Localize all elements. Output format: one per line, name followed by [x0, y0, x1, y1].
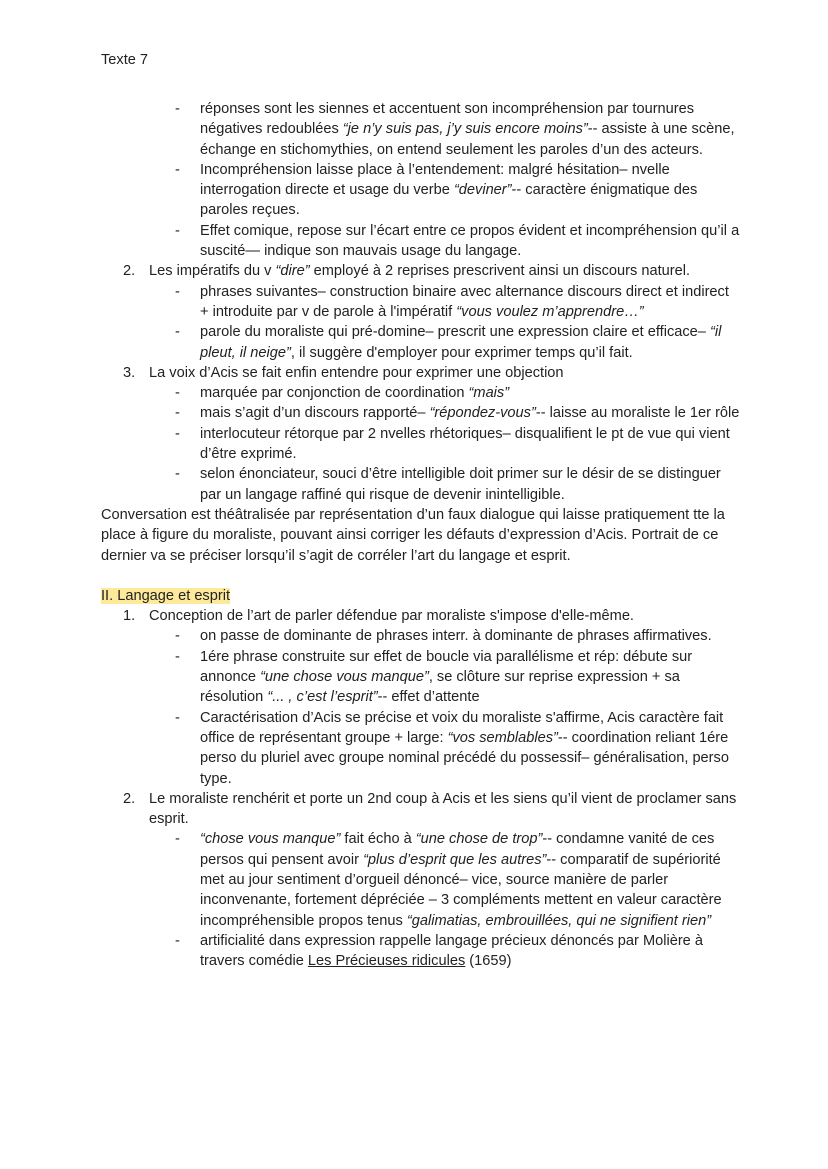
- text-run: employé à 2 reprises prescrivent ainsi un discours naturel.: [309, 263, 691, 280]
- text-run: -- comparatif de supériorité met au jour sentiment d’orgueil dénoncé– vice, source manière de parler inconvenante, fortement dépréciée – 3 compléments mettent en valeur caractère incompréhensible propos tenus: [200, 851, 722, 929]
- text-run: réponses sont les siennes et accentuent son incompréhension par tournures négatives redoublées: [200, 101, 695, 138]
- text-run: (1659): [465, 953, 512, 970]
- bullet-dash: -: [175, 628, 180, 645]
- paragraph: [101, 505, 741, 566]
- bullet-dash: -: [175, 648, 180, 665]
- text-run: Conception de l’art de parler défendue par moraliste s'impose d'elle-même.: [149, 608, 634, 625]
- document-header: [101, 50, 148, 70]
- bullet-item: [101, 424, 741, 465]
- section-heading: [101, 586, 741, 606]
- bullet-item: [101, 708, 741, 789]
- bullet-dash: -: [175, 709, 180, 726]
- text-run: phrases suivantes– construction binaire avec alternance discours direct et indirect + introduite par v de parole à l'impératif: [200, 283, 729, 320]
- quoted-text: “répondez-vous”: [429, 405, 536, 422]
- text-run: Incompréhension laisse place à l’entendement: malgré hésitation– nvelle interrogation directe et usage du verbe: [200, 161, 670, 199]
- spacer: [101, 566, 741, 586]
- text-run: Effet comique, repose sur l’écart entre ce propos évident et incompréhension qu’il a suscité— indique son mauvais usage du langage.: [200, 222, 740, 260]
- text-run: fait écho à: [340, 831, 416, 848]
- text-run: -- laisse au moraliste le 1er rôle: [535, 405, 740, 422]
- numbered-item: [101, 363, 741, 383]
- text-run: La voix d’Acis se fait enfin entendre pour exprimer une objection: [149, 364, 564, 381]
- bullet-item: [101, 282, 741, 323]
- bullet-dash: -: [175, 101, 180, 117]
- bullet-item: [101, 99, 741, 160]
- numbered-item: [101, 606, 741, 626]
- bullet-item: [101, 221, 741, 262]
- bullet-item: [101, 829, 741, 930]
- text-run: 1ére phrase construite sur effet de boucle via parallélisme et rép: débute sur annonce: [200, 648, 693, 686]
- item-number: 1.: [123, 608, 136, 625]
- quoted-text: “plus d’esprit que les autres”: [363, 851, 547, 868]
- text-run: -- condamne vanité de ces persos qui pensent avoir: [200, 831, 715, 868]
- text-run: selon énonciateur, souci d’être intelligible doit primer sur le désir de se distinguer par un langage raffiné qui risque de devenir inintelligible.: [200, 466, 721, 503]
- bullet-item: [101, 403, 741, 423]
- text-run: Les impératifs du v: [149, 263, 276, 280]
- bullet-item: [101, 464, 741, 505]
- text-run: -- assiste à une scène, échange en stichomythies, on entend seulement les paroles d’un des acteurs.: [200, 121, 735, 158]
- text-run: marquée par conjonction de coordination: [200, 385, 469, 402]
- item-number: 2.: [123, 263, 136, 280]
- bullet-dash: -: [175, 831, 180, 848]
- bullet-dash: -: [175, 932, 180, 949]
- item-number: 2.: [123, 790, 136, 807]
- quoted-text: “mais”: [468, 385, 510, 402]
- bullet-dash: -: [175, 405, 180, 422]
- text-run: -- effet d’attente: [377, 689, 480, 706]
- text-run: -- coordination reliant 1ére perso du pluriel avec groupe nominal précédé du possessif– généralisation, perso type.: [200, 729, 729, 787]
- quoted-text: “une chose de trop”: [415, 831, 543, 848]
- text-run: artificialité dans expression rappelle langage précieux dénoncés par Molière à travers comédie: [200, 932, 703, 970]
- quoted-text: “vous voulez m’apprendre…”: [456, 303, 644, 320]
- quoted-text: “galimatias, embrouillées, qui ne signifient rien”: [406, 912, 712, 929]
- numbered-item: [101, 789, 741, 830]
- bullet-dash: -: [175, 425, 180, 442]
- quoted-text: “je n’y suis pas, j’y suis encore moins”: [342, 121, 588, 138]
- bullet-item: [101, 160, 741, 221]
- numbered-item: [101, 261, 741, 281]
- text-run: II. Langage et esprit: [101, 587, 230, 604]
- quoted-text: “une chose vous manque”: [260, 669, 429, 686]
- bullet-item: [101, 626, 741, 646]
- quoted-text: “chose vous manque”: [200, 831, 341, 848]
- text-run: Caractérisation d’Acis se précise et voix du moraliste s'affirme, Acis caractère fait office de représentant groupe + large:: [200, 709, 724, 746]
- bullet-item: [101, 647, 741, 708]
- item-number: 3.: [123, 364, 136, 381]
- quoted-text: “deviner”: [453, 182, 512, 199]
- quoted-text: “il pleut, il neige”: [200, 324, 722, 361]
- quoted-text: “vos semblables”: [447, 729, 558, 746]
- quoted-text: “dire”: [275, 263, 310, 280]
- bullet-dash: -: [175, 161, 180, 178]
- text-run: , il suggère d'employer pour exprimer temps qu’il fait.: [290, 344, 633, 361]
- text-run: Le moraliste renchérit et porte un 2nd coup à Acis et les siens qu’il vient de proclamer sans esprit.: [149, 790, 737, 828]
- text-run: on passe de dominante de phrases interr. à dominante de phrases affirmatives.: [200, 628, 712, 645]
- bullet-dash: -: [175, 324, 180, 341]
- header-title: Texte 7: [101, 52, 149, 68]
- bullet-item: [101, 383, 741, 403]
- text-run: mais s’agit d’un discours rapporté–: [200, 405, 430, 422]
- bullet-dash: -: [175, 283, 180, 300]
- quoted-text: “... , c’est l’esprit”: [267, 689, 378, 706]
- text-run: , se clôture sur reprise expression + sa résolution: [200, 669, 680, 706]
- underlined-title: Les Précieuses ridicules: [307, 953, 466, 970]
- text-run: parole du moraliste qui pré-domine– prescrit une expression claire et efficace–: [200, 324, 710, 341]
- bullet-dash: -: [175, 385, 180, 402]
- bullet-dash: -: [175, 466, 180, 483]
- bullet-item: [101, 322, 741, 363]
- bullet-dash: -: [175, 222, 180, 239]
- document-body: [101, 99, 741, 971]
- bullet-item: [101, 931, 741, 972]
- text-run: Conversation est théâtralisée par représentation d’un faux dialogue qui laisse pratiquement tte la place à figure du moraliste, pouvant ainsi corriger les défauts d’expression d’Acis. Portrait de ce dernier va se préciser lorsqu’il s’agit de corréler l’art du langage et esprit.: [101, 506, 725, 564]
- text-run: -- caractère énigmatique des paroles reçues.: [200, 182, 698, 219]
- text-run: interlocuteur rétorque par 2 nvelles rhétoriques– disqualifient le pt de vue qui vient d’être exprimé.: [200, 425, 730, 463]
- highlighted-heading: [101, 588, 230, 604]
